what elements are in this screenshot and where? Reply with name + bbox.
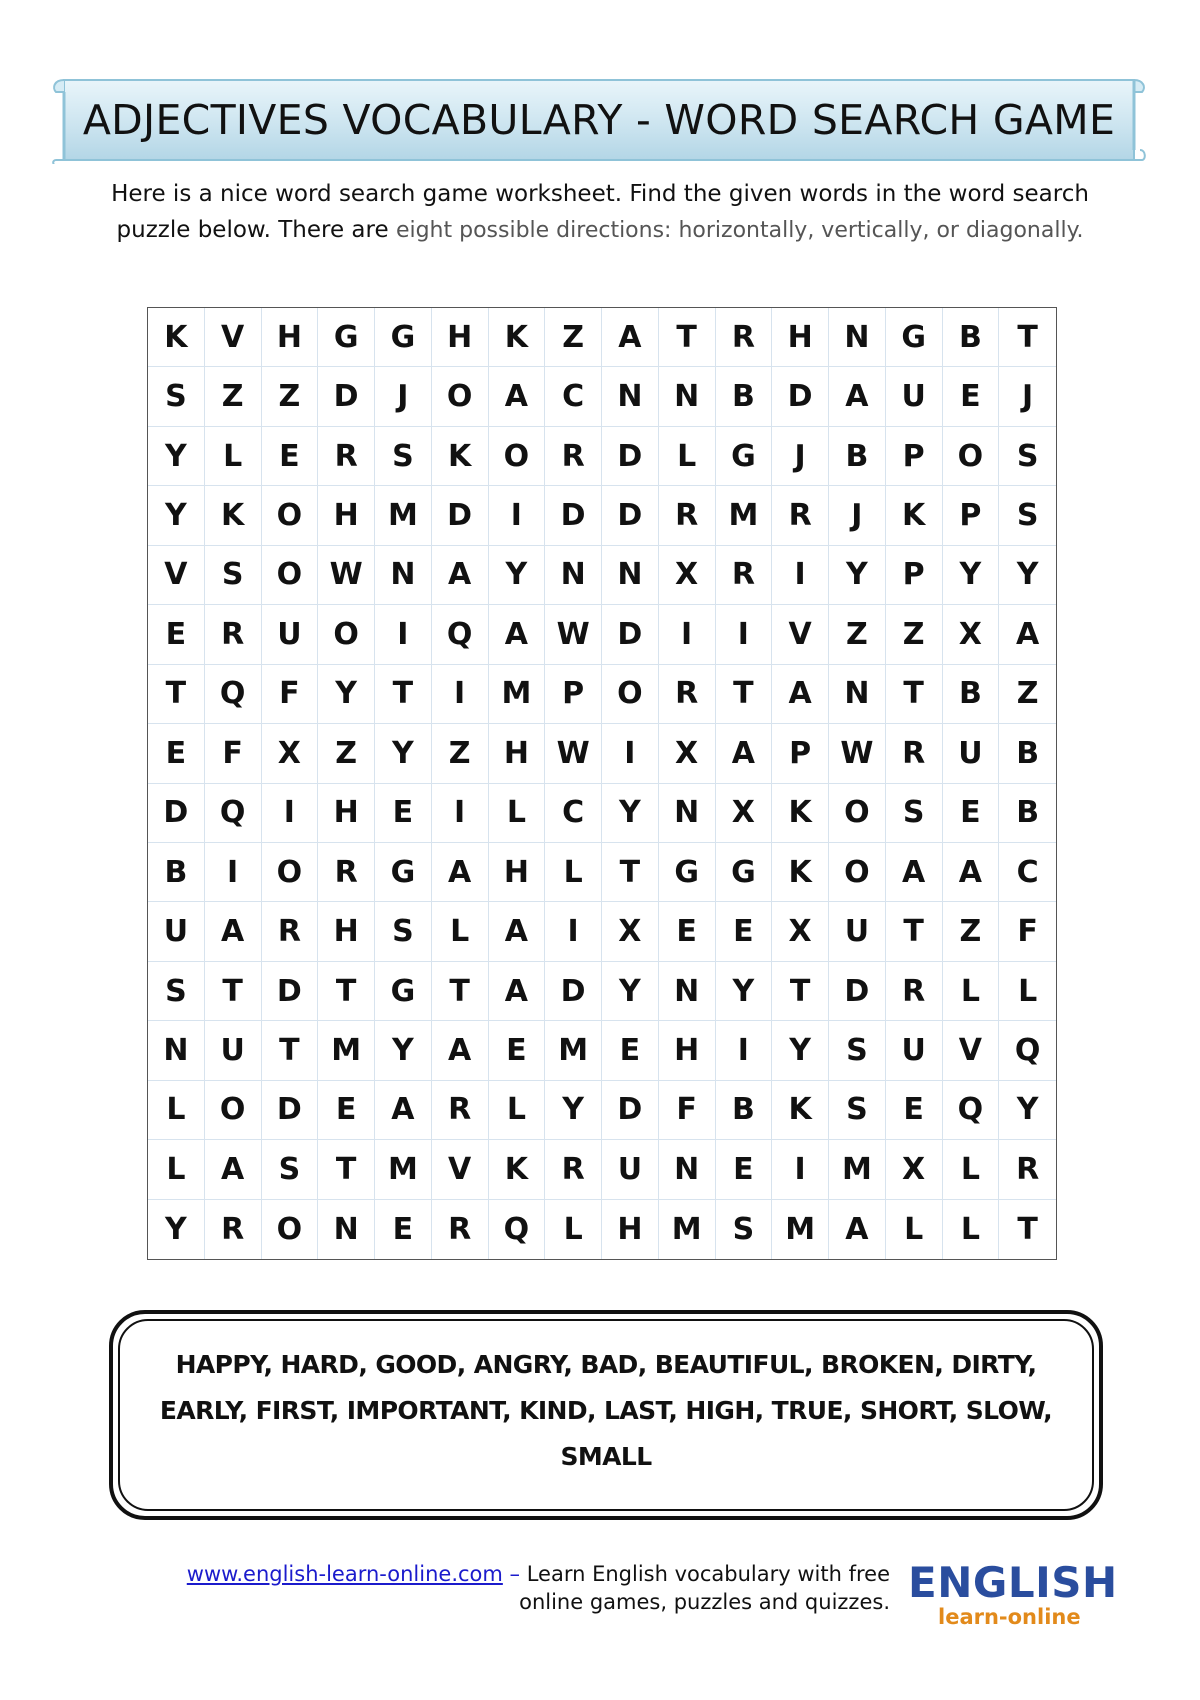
grid-cell[interactable]: D: [545, 486, 602, 545]
intro-text: [50, 176, 1150, 249]
grid-cell[interactable]: Z: [999, 665, 1056, 724]
intro-line-2-directions: eight possible directions: horizontally, vertically, or diagonally.: [395, 218, 1084, 243]
grid-cell[interactable]: Q: [432, 605, 489, 664]
grid-cell[interactable]: G: [886, 308, 943, 367]
grid-cell[interactable]: H: [489, 724, 546, 783]
grid-cell[interactable]: G: [375, 962, 432, 1021]
grid-cell[interactable]: X: [602, 902, 659, 961]
word-search-grid: [147, 307, 1057, 1260]
grid-cell[interactable]: V: [205, 308, 262, 367]
grid-cell[interactable]: Z: [886, 605, 943, 664]
grid-cell[interactable]: S: [886, 784, 943, 843]
website-link[interactable]: www.english-learn-online.com: [186, 1562, 503, 1586]
grid-cell[interactable]: J: [375, 367, 432, 426]
grid-cell[interactable]: Z: [432, 724, 489, 783]
english-learn-online-logo: [908, 1558, 1118, 1630]
grid-cell[interactable]: P: [772, 724, 829, 783]
grid-cell[interactable]: U: [886, 1021, 943, 1080]
grid-cell[interactable]: Q: [205, 665, 262, 724]
grid-cell[interactable]: X: [659, 546, 716, 605]
grid-cell[interactable]: I: [545, 902, 602, 961]
grid-cell[interactable]: H: [602, 1200, 659, 1259]
grid-cell[interactable]: N: [545, 546, 602, 605]
grid-cell[interactable]: D: [262, 962, 319, 1021]
grid-cell[interactable]: E: [262, 427, 319, 486]
grid-cell[interactable]: D: [602, 605, 659, 664]
grid-cell[interactable]: G: [659, 843, 716, 902]
grid-cell[interactable]: F: [205, 724, 262, 783]
grid-cell[interactable]: I: [489, 486, 546, 545]
grid-cell[interactable]: W: [545, 605, 602, 664]
grid-cell[interactable]: Z: [545, 308, 602, 367]
grid-cell[interactable]: Z: [829, 605, 886, 664]
grid-cell[interactable]: V: [772, 605, 829, 664]
grid-cell[interactable]: U: [148, 902, 205, 961]
grid-cell[interactable]: E: [886, 1081, 943, 1140]
grid-cell[interactable]: B: [716, 367, 773, 426]
grid-cell[interactable]: S: [829, 1021, 886, 1080]
grid-cell[interactable]: O: [205, 1081, 262, 1140]
grid-cell[interactable]: T: [716, 665, 773, 724]
grid-cell[interactable]: G: [375, 308, 432, 367]
grid-cell[interactable]: F: [262, 665, 319, 724]
grid-cell[interactable]: R: [772, 486, 829, 545]
grid-cell[interactable]: N: [318, 1200, 375, 1259]
grid-cell[interactable]: U: [886, 367, 943, 426]
grid-cell[interactable]: A: [432, 546, 489, 605]
grid-cell[interactable]: I: [602, 724, 659, 783]
grid-cell[interactable]: B: [943, 308, 1000, 367]
grid-cell[interactable]: G: [318, 308, 375, 367]
grid-cell[interactable]: M: [489, 665, 546, 724]
grid-cell[interactable]: S: [375, 902, 432, 961]
grid-cell[interactable]: L: [489, 784, 546, 843]
grid-cell[interactable]: Y: [318, 665, 375, 724]
grid-cell[interactable]: Y: [999, 1081, 1056, 1140]
grid-cell[interactable]: I: [772, 546, 829, 605]
grid-cell[interactable]: A: [489, 962, 546, 1021]
grid-cell[interactable]: E: [489, 1021, 546, 1080]
grid-cell[interactable]: X: [886, 1140, 943, 1199]
grid-cell[interactable]: H: [318, 784, 375, 843]
grid-cell[interactable]: H: [489, 843, 546, 902]
grid-cell[interactable]: Y: [829, 546, 886, 605]
grid-cell[interactable]: B: [943, 665, 1000, 724]
grid-cell[interactable]: E: [602, 1021, 659, 1080]
grid-cell[interactable]: I: [716, 1021, 773, 1080]
grid-cell[interactable]: X: [716, 784, 773, 843]
grid-cell[interactable]: D: [602, 486, 659, 545]
grid-cell[interactable]: C: [545, 784, 602, 843]
grid-cell[interactable]: L: [659, 427, 716, 486]
grid-cell[interactable]: P: [886, 546, 943, 605]
grid-cell[interactable]: L: [943, 962, 1000, 1021]
grid-cell[interactable]: M: [375, 486, 432, 545]
grid-cell[interactable]: D: [148, 784, 205, 843]
grid-cell[interactable]: A: [829, 367, 886, 426]
grid-cell[interactable]: A: [375, 1081, 432, 1140]
grid-cell[interactable]: X: [262, 724, 319, 783]
grid-cell[interactable]: K: [148, 308, 205, 367]
grid-cell[interactable]: O: [262, 486, 319, 545]
grid-cell[interactable]: A: [886, 843, 943, 902]
grid-cell[interactable]: J: [999, 367, 1056, 426]
grid-cell[interactable]: V: [148, 546, 205, 605]
grid-cell[interactable]: Q: [943, 1081, 1000, 1140]
grid-cell[interactable]: M: [716, 486, 773, 545]
grid-cell[interactable]: L: [489, 1081, 546, 1140]
grid-cell[interactable]: T: [432, 962, 489, 1021]
footer-dash: –: [509, 1562, 521, 1586]
grid-cell[interactable]: L: [148, 1140, 205, 1199]
grid-cell[interactable]: E: [148, 605, 205, 664]
grid-cell[interactable]: T: [1017, 1211, 1038, 1247]
grid-cell[interactable]: J: [772, 427, 829, 486]
grid-cell[interactable]: M: [545, 1021, 602, 1080]
word-list-line-2: EARLY, FIRST, IMPORTANT, KIND, LAST, HIGH, TRUE, SHORT, SLOW,: [159, 1396, 1053, 1425]
grid-cell[interactable]: S: [375, 427, 432, 486]
grid-cell[interactable]: H: [772, 308, 829, 367]
grid-cell[interactable]: Y: [545, 1081, 602, 1140]
grid-cell[interactable]: V: [943, 1021, 1000, 1080]
grid-cell[interactable]: O: [262, 1200, 319, 1259]
grid-cell[interactable]: E: [318, 1081, 375, 1140]
grid-cell[interactable]: A: [489, 902, 546, 961]
grid-cell[interactable]: E: [659, 902, 716, 961]
grid-cell[interactable]: O: [318, 605, 375, 664]
grid-cell[interactable]: R: [432, 1200, 489, 1259]
grid-cell[interactable]: C: [545, 367, 602, 426]
grid-cell[interactable]: R: [716, 546, 773, 605]
grid-cell[interactable]: R: [432, 1081, 489, 1140]
grid-cell[interactable]: L: [886, 1200, 943, 1259]
grid-cell[interactable]: R: [205, 1200, 262, 1259]
footer: [100, 1560, 890, 1616]
word-list-line-1: HAPPY, HARD, GOOD, ANGRY, BAD, BEAUTIFUL, BROKEN, DIRTY,: [175, 1350, 1037, 1379]
grid-cell[interactable]: E: [148, 724, 205, 783]
grid-cell[interactable]: S: [205, 546, 262, 605]
grid-cell[interactable]: R: [659, 665, 716, 724]
grid-cell[interactable]: R: [886, 962, 943, 1021]
grid-cell[interactable]: N: [659, 784, 716, 843]
grid-cell[interactable]: A: [432, 1021, 489, 1080]
grid-cell[interactable]: I: [432, 784, 489, 843]
grid-cell[interactable]: S: [999, 427, 1056, 486]
grid-cell[interactable]: Y: [999, 546, 1056, 605]
grid-cell[interactable]: M: [318, 1021, 375, 1080]
grid-cell[interactable]: R: [716, 308, 773, 367]
grid-cell[interactable]: H: [262, 308, 319, 367]
grid-cell[interactable]: A: [772, 665, 829, 724]
grid-cell[interactable]: O: [262, 546, 319, 605]
grid-cell[interactable]: T: [886, 902, 943, 961]
intro-line-1: Here is a nice word search game worksheet. Find the given words in the word search: [111, 181, 1089, 207]
grid-cell[interactable]: A: [432, 843, 489, 902]
grid-cell[interactable]: X: [943, 605, 1000, 664]
grid-cell[interactable]: P: [545, 665, 602, 724]
grid-cell[interactable]: A: [205, 1140, 262, 1199]
grid-cell[interactable]: S: [262, 1140, 319, 1199]
grid-cell[interactable]: S: [148, 367, 205, 426]
grid-cell[interactable]: Y: [602, 784, 659, 843]
grid-cell[interactable]: Z: [318, 724, 375, 783]
grid-cell[interactable]: A: [205, 902, 262, 961]
grid-cell[interactable]: R: [545, 1140, 602, 1199]
grid-cell[interactable]: I: [262, 784, 319, 843]
grid-cell[interactable]: Y: [148, 427, 205, 486]
grid-cell[interactable]: N: [148, 1021, 205, 1080]
grid-cell[interactable]: T: [659, 308, 716, 367]
grid-cell[interactable]: I: [716, 605, 773, 664]
grid-cell[interactable]: S: [716, 1200, 773, 1259]
grid-cell[interactable]: N: [602, 367, 659, 426]
grid-cell[interactable]: E: [716, 902, 773, 961]
grid-cell[interactable]: M: [772, 1200, 829, 1259]
word-list-line-3: SMALL: [560, 1442, 652, 1471]
grid-cell[interactable]: K: [489, 1140, 546, 1199]
grid-cell[interactable]: D: [545, 962, 602, 1021]
grid-cell[interactable]: O: [432, 367, 489, 426]
grid-cell[interactable]: L: [205, 427, 262, 486]
grid-cell[interactable]: T: [602, 843, 659, 902]
grid-cell[interactable]: Q: [205, 784, 262, 843]
grid-cell[interactable]: T: [999, 308, 1056, 367]
grid-cell[interactable]: R: [999, 1140, 1056, 1199]
grid-cell[interactable]: G: [716, 843, 773, 902]
grid-cell[interactable]: Z: [205, 367, 262, 426]
grid-cell[interactable]: F: [659, 1081, 716, 1140]
grid-cell[interactable]: Z: [943, 902, 1000, 961]
grid-cell[interactable]: K: [489, 308, 546, 367]
grid-cell[interactable]: Y: [716, 962, 773, 1021]
grid-cell[interactable]: K: [772, 1081, 829, 1140]
grid-cell[interactable]: O: [943, 427, 1000, 486]
grid-cell[interactable]: S: [999, 486, 1056, 545]
grid-cell[interactable]: U: [262, 605, 319, 664]
grid-cell[interactable]: B: [716, 1081, 773, 1140]
grid-cell[interactable]: L: [545, 843, 602, 902]
grid-cell[interactable]: X: [772, 902, 829, 961]
grid-cell[interactable]: W: [545, 724, 602, 783]
grid-cell[interactable]: L: [545, 1200, 602, 1259]
grid-cell[interactable]: R: [886, 724, 943, 783]
grid-cell[interactable]: U: [943, 724, 1000, 783]
grid-cell[interactable]: O: [489, 427, 546, 486]
grid-cell[interactable]: E: [375, 1200, 432, 1259]
grid-cell[interactable]: A: [602, 308, 659, 367]
grid-cell[interactable]: Y: [375, 724, 432, 783]
grid-cell[interactable]: Y: [772, 1021, 829, 1080]
grid-cell[interactable]: E: [943, 784, 1000, 843]
footer-text-1: Learn English vocabulary with free: [526, 1562, 890, 1586]
grid-cell[interactable]: W: [318, 546, 375, 605]
grid-cell[interactable]: G: [716, 427, 773, 486]
grid-cell[interactable]: W: [829, 724, 886, 783]
grid-cell[interactable]: O: [602, 665, 659, 724]
logo-text-english: ENGLISH: [908, 1558, 1118, 1607]
title-banner: [50, 76, 1148, 164]
grid-cell[interactable]: O: [829, 843, 886, 902]
grid-cell[interactable]: M: [375, 1140, 432, 1199]
grid-cell[interactable]: R: [659, 486, 716, 545]
grid-cell[interactable]: D: [829, 962, 886, 1021]
grid-cell[interactable]: N: [829, 308, 886, 367]
grid-cell[interactable]: B: [999, 724, 1056, 783]
page-title: ADJECTIVES VOCABULARY - WORD SEARCH GAME: [82, 96, 1116, 144]
intro-line-2: [50, 212, 1150, 249]
grid-cell[interactable]: R: [545, 427, 602, 486]
grid-cell[interactable]: T: [262, 1021, 319, 1080]
grid-cell[interactable]: L: [943, 1140, 1000, 1199]
grid-cell[interactable]: B: [999, 784, 1056, 843]
grid-cell[interactable]: Y: [602, 962, 659, 1021]
grid-cell[interactable]: R: [318, 427, 375, 486]
grid-cell[interactable]: G: [375, 843, 432, 902]
grid-cell[interactable]: I: [772, 1140, 829, 1199]
footer-text-2: online games, puzzles and quizzes.: [519, 1590, 890, 1614]
grid-cell[interactable]: T: [205, 962, 262, 1021]
grid-cell[interactable]: Z: [262, 367, 319, 426]
grid-cell[interactable]: O: [262, 843, 319, 902]
grid-cell[interactable]: Y: [148, 1200, 205, 1259]
grid-cell[interactable]: L: [432, 902, 489, 961]
word-list: [133, 1342, 1079, 1480]
grid-cell[interactable]: A: [489, 605, 546, 664]
grid-cell[interactable]: A: [943, 843, 1000, 902]
grid-cell[interactable]: T: [318, 1140, 375, 1199]
grid-cell[interactable]: N: [375, 546, 432, 605]
grid-cell[interactable]: F: [999, 902, 1056, 961]
grid-cell[interactable]: J: [829, 486, 886, 545]
grid-cell[interactable]: T: [772, 962, 829, 1021]
grid-cell[interactable]: E: [716, 1140, 773, 1199]
grid-cell[interactable]: I: [375, 605, 432, 664]
grid-cell[interactable]: K: [886, 486, 943, 545]
grid-cell[interactable]: D: [602, 1081, 659, 1140]
grid-cell[interactable]: N: [829, 665, 886, 724]
grid-cell[interactable]: I: [205, 843, 262, 902]
grid-cell[interactable]: D: [262, 1081, 319, 1140]
grid-cell[interactable]: Y: [489, 546, 546, 605]
intro-line-2-start: puzzle below. There are: [116, 217, 389, 243]
grid-cell[interactable]: S: [148, 962, 205, 1021]
grid-cell[interactable]: Y: [375, 1021, 432, 1080]
grid-cell[interactable]: L: [148, 1081, 205, 1140]
grid-cell[interactable]: D: [318, 367, 375, 426]
grid-cell[interactable]: R: [318, 843, 375, 902]
grid-cell[interactable]: A: [489, 367, 546, 426]
grid-cell[interactable]: U: [829, 902, 886, 961]
grid-cell[interactable]: N: [659, 367, 716, 426]
grid-cell[interactable]: K: [205, 486, 262, 545]
grid-cell[interactable]: H: [659, 1021, 716, 1080]
grid-cell[interactable]: Q: [999, 1021, 1056, 1080]
grid-cell[interactable]: Y: [943, 546, 1000, 605]
grid-cell[interactable]: U: [205, 1021, 262, 1080]
grid-cell[interactable]: E: [375, 784, 432, 843]
grid-cell[interactable]: P: [886, 427, 943, 486]
grid-cell[interactable]: T: [318, 962, 375, 1021]
grid-cell[interactable]: C: [999, 843, 1056, 902]
grid-cell[interactable]: A: [716, 724, 773, 783]
grid-cell[interactable]: L: [943, 1200, 1000, 1259]
word-list-box: [109, 1310, 1103, 1520]
grid-cell[interactable]: T: [148, 665, 205, 724]
grid-cell[interactable]: T: [886, 665, 943, 724]
grid-cell[interactable]: X: [659, 724, 716, 783]
grid-cell[interactable]: Y: [148, 486, 205, 545]
grid-cell[interactable]: R: [262, 902, 319, 961]
grid-cell[interactable]: H: [432, 308, 489, 367]
grid-cell[interactable]: K: [772, 784, 829, 843]
grid-cell[interactable]: S: [829, 1081, 886, 1140]
grid-cell[interactable]: A: [829, 1200, 886, 1259]
grid-cell[interactable]: M: [659, 1200, 716, 1259]
grid-cell[interactable]: B: [148, 843, 205, 902]
grid-cell[interactable]: N: [659, 962, 716, 1021]
grid-cell[interactable]: T: [375, 665, 432, 724]
grid-cell[interactable]: R: [205, 605, 262, 664]
logo-text-learn-online: learn-online: [938, 1605, 1081, 1629]
grid-cell[interactable]: E: [943, 367, 1000, 426]
grid-cell[interactable]: K: [772, 843, 829, 902]
grid-cell[interactable]: D: [602, 427, 659, 486]
grid-cell[interactable]: Q: [489, 1200, 546, 1259]
grid-cell[interactable]: P: [943, 486, 1000, 545]
grid-cell[interactable]: U: [602, 1140, 659, 1199]
grid-cell[interactable]: O: [829, 784, 886, 843]
grid-cell[interactable]: D: [772, 367, 829, 426]
grid-cell[interactable]: N: [659, 1140, 716, 1199]
grid-cell[interactable]: D: [432, 486, 489, 545]
grid-cell[interactable]: V: [432, 1140, 489, 1199]
grid-cell[interactable]: H: [318, 902, 375, 961]
grid-cell[interactable]: L: [999, 962, 1056, 1021]
grid-cell[interactable]: I: [432, 665, 489, 724]
grid-cell[interactable]: I: [659, 605, 716, 664]
grid-cell[interactable]: B: [829, 427, 886, 486]
grid-cell[interactable]: K: [432, 427, 489, 486]
footer-line-1: [100, 1560, 890, 1588]
grid-cell[interactable]: A: [999, 605, 1056, 664]
grid-cell[interactable]: H: [318, 486, 375, 545]
grid-cell[interactable]: M: [829, 1140, 886, 1199]
grid-cell[interactable]: N: [602, 546, 659, 605]
